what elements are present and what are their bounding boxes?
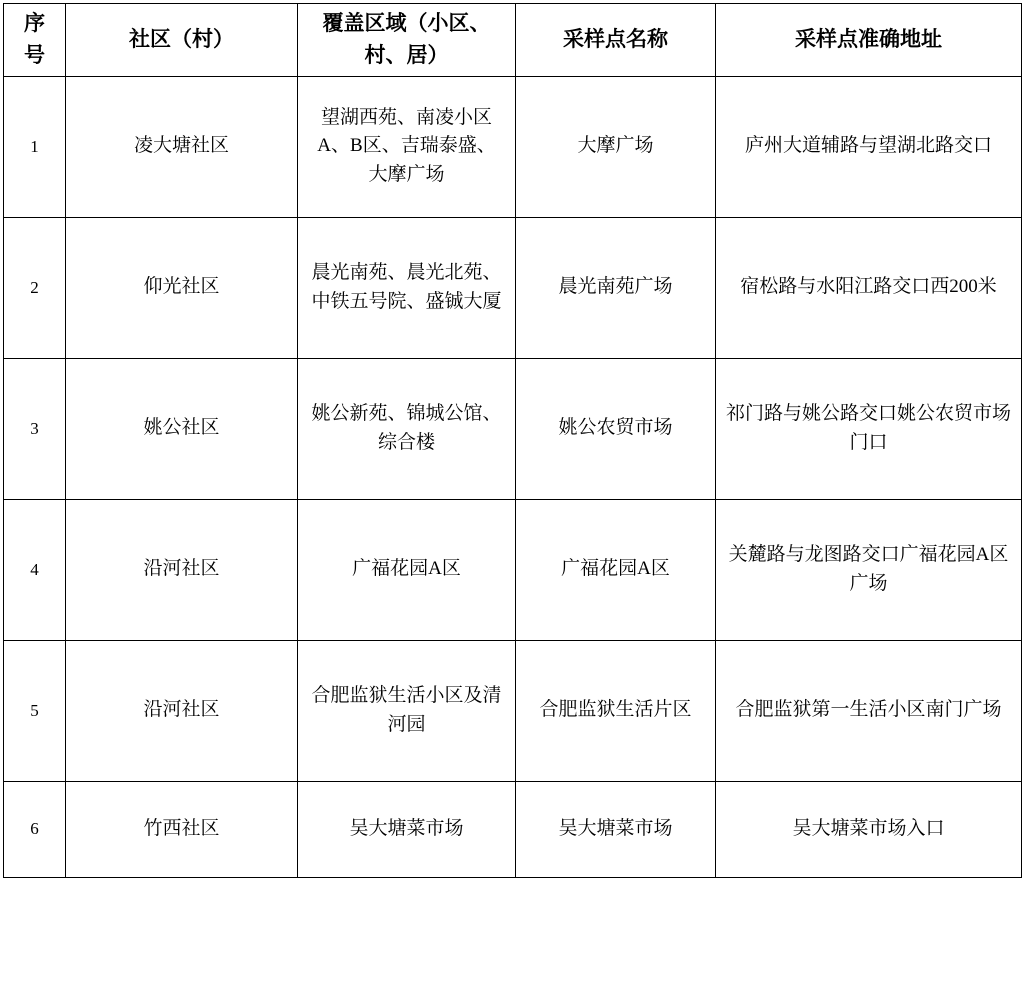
table-row: [4, 781, 1022, 877]
cell-coverage: 广福花园A区: [298, 499, 516, 640]
cell-community: 竹西社区: [66, 781, 298, 877]
cell-site-address: 庐州大道辅路与望湖北路交口: [716, 76, 1022, 217]
cell-index: 4: [4, 499, 66, 640]
table-body: [4, 76, 1022, 877]
sampling-sites-table: [3, 3, 1022, 878]
cell-site-address: 吴大塘菜市场入口: [716, 781, 1022, 877]
table-row: [4, 358, 1022, 499]
cell-site-name: 合肥监狱生活片区: [516, 640, 716, 781]
column-header-index: 序号: [4, 4, 66, 77]
cell-site-address: 合肥监狱第一生活小区南门广场: [716, 640, 1022, 781]
table-header: [4, 4, 1022, 77]
cell-site-address: 宿松路与水阳江路交口西200米: [716, 217, 1022, 358]
table-row: [4, 640, 1022, 781]
cell-site-name: 姚公农贸市场: [516, 358, 716, 499]
cell-coverage: 姚公新苑、锦城公馆、综合楼: [298, 358, 516, 499]
cell-index: 3: [4, 358, 66, 499]
document-page: [0, 3, 1026, 996]
table-row: [4, 499, 1022, 640]
cell-community: 仰光社区: [66, 217, 298, 358]
cell-site-name: 吴大塘菜市场: [516, 781, 716, 877]
cell-coverage: 吴大塘菜市场: [298, 781, 516, 877]
table-row: [4, 76, 1022, 217]
cell-community: 凌大塘社区: [66, 76, 298, 217]
column-header-site-name: 采样点名称: [516, 4, 716, 77]
column-header-community: 社区（村）: [66, 4, 298, 77]
cell-community: 姚公社区: [66, 358, 298, 499]
column-header-site-address: 采样点准确地址: [716, 4, 1022, 77]
cell-site-address: 关麓路与龙图路交口广福花园A区广场: [716, 499, 1022, 640]
cell-site-name: 大摩广场: [516, 76, 716, 217]
cell-site-name: 晨光南苑广场: [516, 217, 716, 358]
cell-index: 5: [4, 640, 66, 781]
cell-index: 6: [4, 781, 66, 877]
cell-index: 1: [4, 76, 66, 217]
column-header-coverage: 覆盖区域（小区、村、居）: [298, 4, 516, 77]
cell-site-name: 广福花园A区: [516, 499, 716, 640]
cell-coverage: 晨光南苑、晨光北苑、中铁五号院、盛铖大厦: [298, 217, 516, 358]
table-row: [4, 217, 1022, 358]
cell-index: 2: [4, 217, 66, 358]
cell-coverage: 合肥监狱生活小区及清河园: [298, 640, 516, 781]
cell-coverage: 望湖西苑、南凌小区A、B区、吉瑞泰盛、大摩广场: [298, 76, 516, 217]
cell-site-address: 祁门路与姚公路交口姚公农贸市场门口: [716, 358, 1022, 499]
cell-community: 沿河社区: [66, 640, 298, 781]
header-row: [4, 4, 1022, 77]
cell-community: 沿河社区: [66, 499, 298, 640]
